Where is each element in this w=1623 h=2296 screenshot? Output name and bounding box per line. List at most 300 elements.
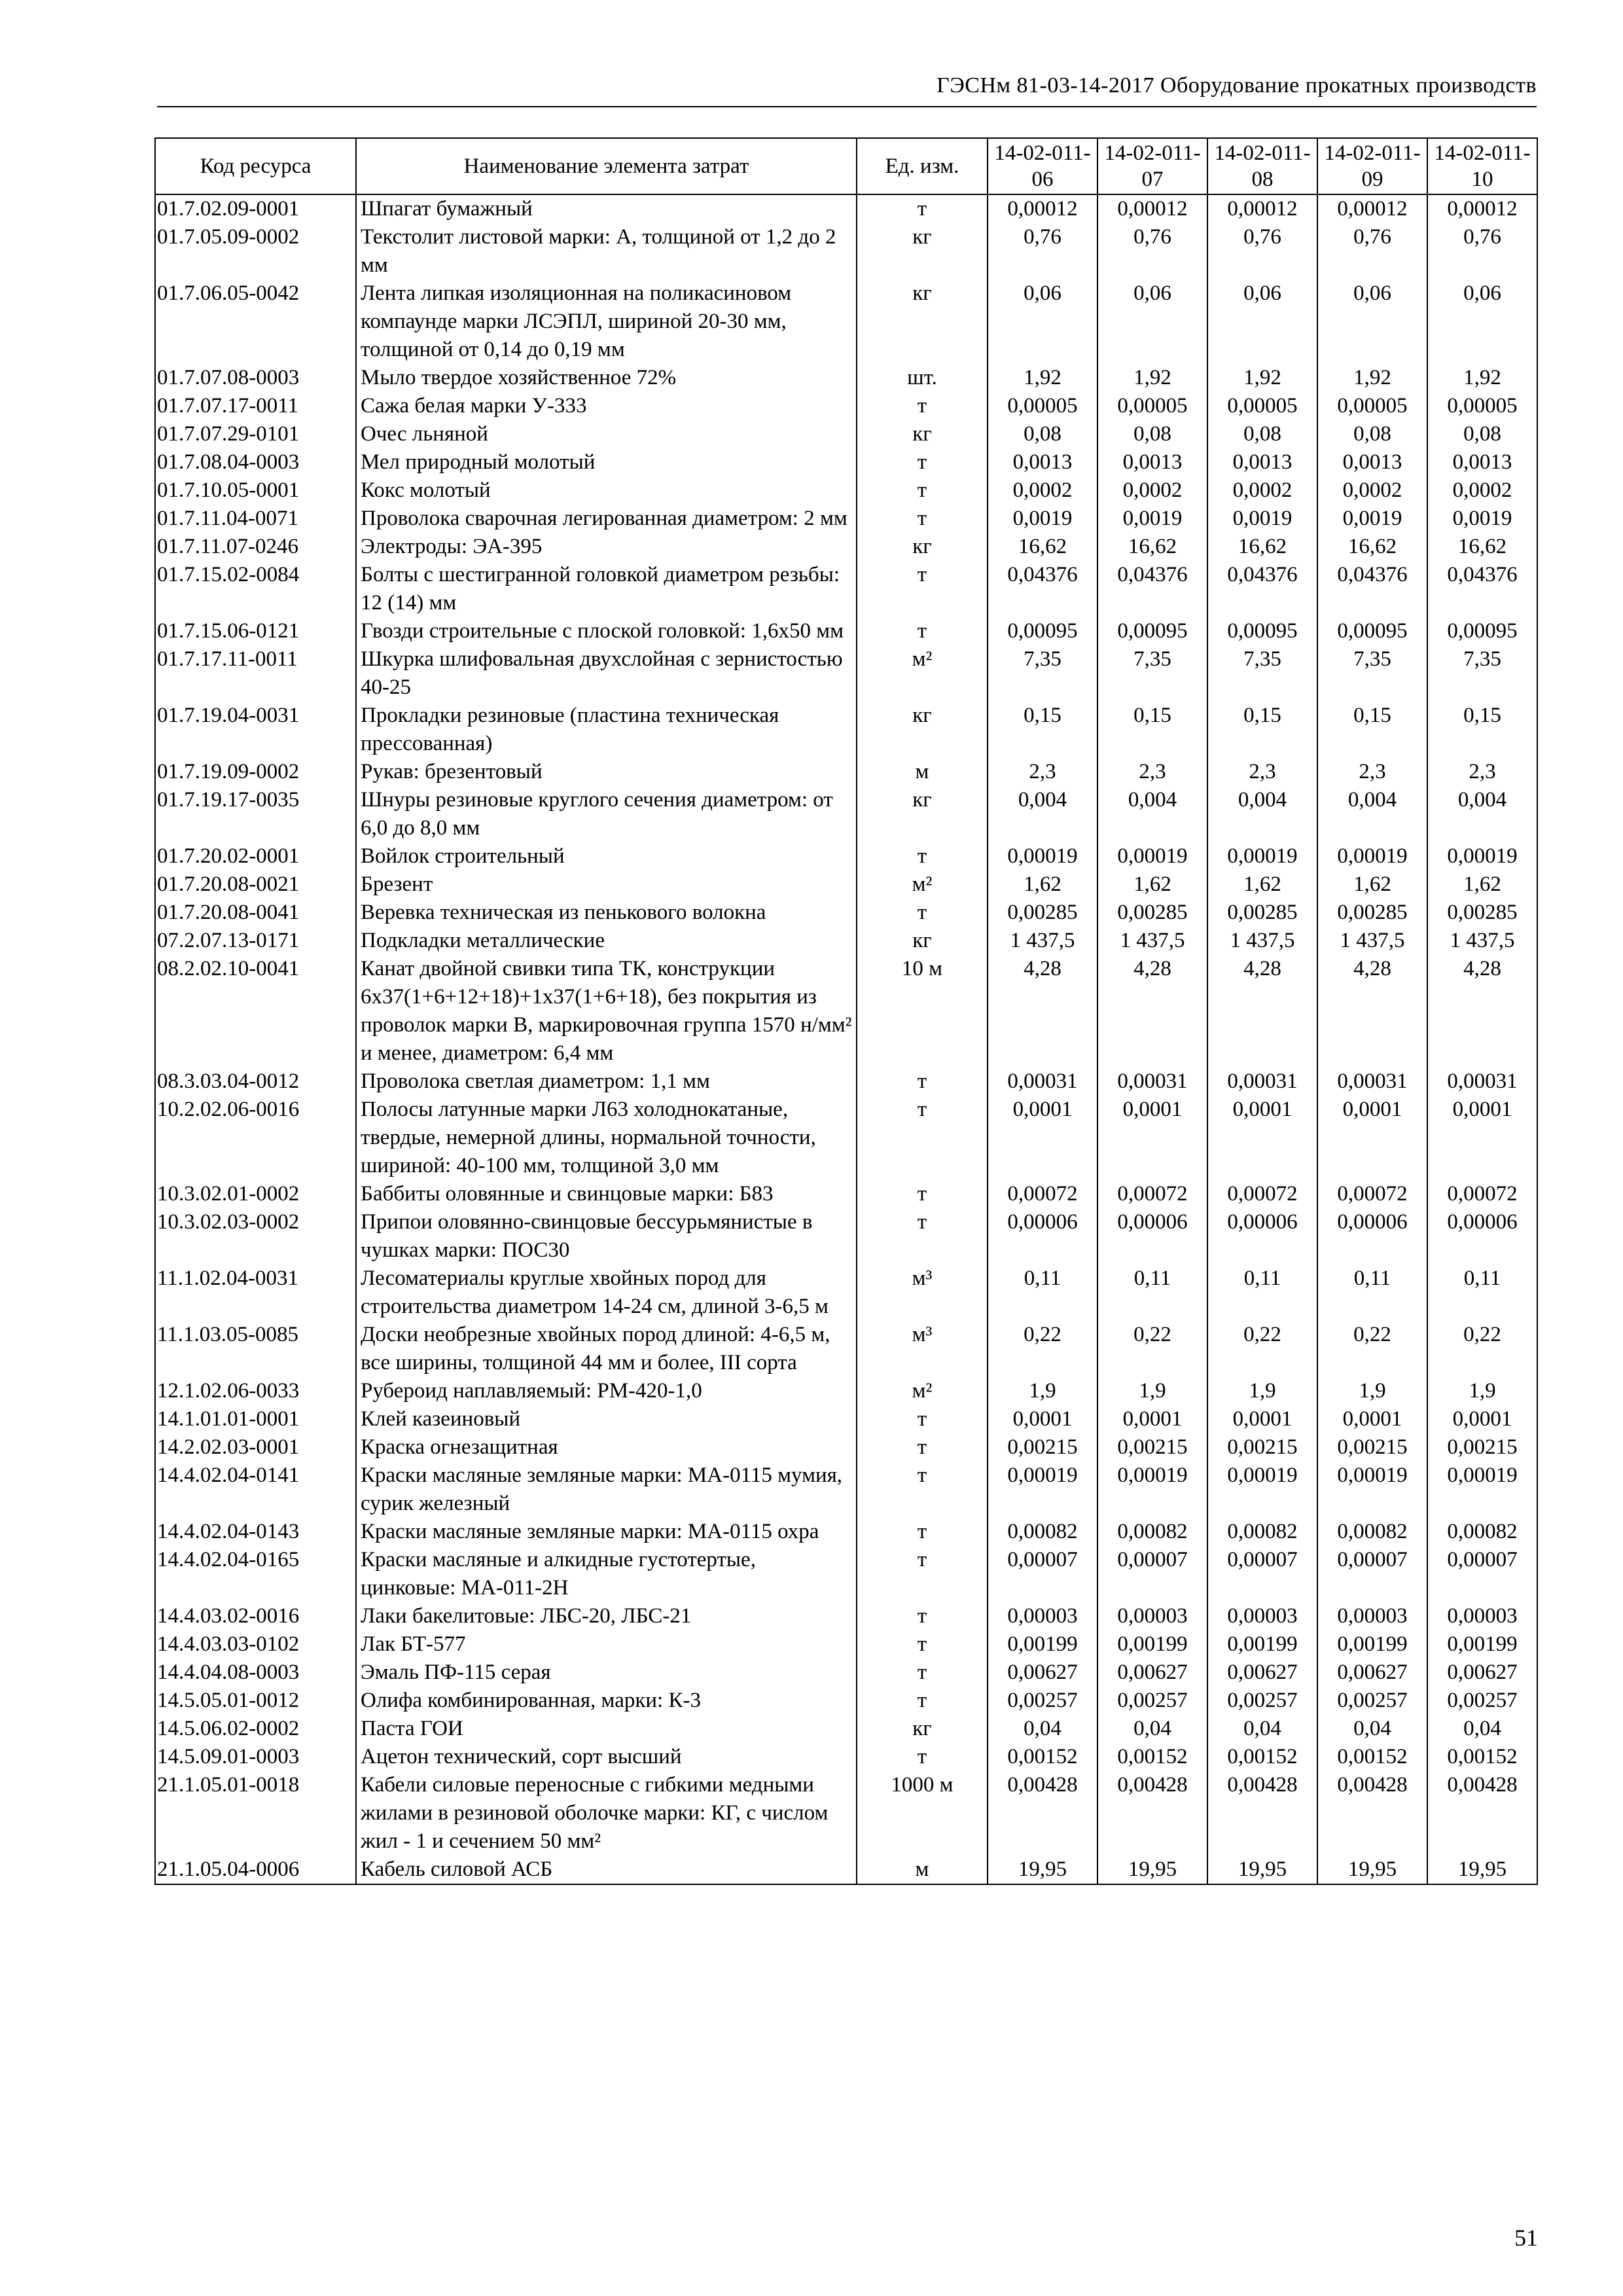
resource-value-2: 0,04376 xyxy=(1097,561,1207,617)
resource-unit: т xyxy=(857,448,988,476)
resource-name: Краски масляные и алкидные густотертые, цинковые: МА-011-2Н xyxy=(356,1546,857,1602)
resource-value-4: 0,00199 xyxy=(1317,1630,1427,1659)
resource-value-5: 0,00627 xyxy=(1427,1659,1537,1687)
resource-value-1: 0,0019 xyxy=(988,505,1097,533)
resource-value-5: 0,00006 xyxy=(1427,1208,1537,1265)
resource-value-3: 0,00627 xyxy=(1207,1659,1317,1687)
table-row xyxy=(155,533,1537,561)
resource-value-4: 0,00152 xyxy=(1317,1743,1427,1771)
resource-value-5: 1,9 xyxy=(1427,1377,1537,1405)
resource-code: 14.4.03.02-0016 xyxy=(155,1602,356,1630)
resource-value-2: 0,0013 xyxy=(1097,448,1207,476)
resource-value-3: 0,00199 xyxy=(1207,1630,1317,1659)
resource-name: Краски масляные земляные марки: МА-0115 мумия, сурик железный xyxy=(356,1462,857,1518)
resource-value-2: 0,15 xyxy=(1097,702,1207,758)
table-row xyxy=(155,1630,1537,1659)
table-row xyxy=(155,955,1537,1067)
resource-name: Доски необрезные хвойных пород длиной: 4-6,5 м, все ширины, толщиной 44 мм и более, III сорта xyxy=(356,1321,857,1377)
resource-name: Припои оловянно-свинцовые бессурьмянистые в чушках марки: ПОС30 xyxy=(356,1208,857,1265)
resource-value-3: 0,0002 xyxy=(1207,476,1317,505)
table-row xyxy=(155,1321,1537,1377)
resource-value-2: 0,22 xyxy=(1097,1321,1207,1377)
resource-value-2: 0,0002 xyxy=(1097,476,1207,505)
resource-unit: т xyxy=(857,899,988,927)
resource-code: 01.7.10.05-0001 xyxy=(155,476,356,505)
resource-name: Рукав: брезентовый xyxy=(356,758,857,786)
resource-value-1: 1,62 xyxy=(988,870,1097,899)
resource-value-2: 0,0019 xyxy=(1097,505,1207,533)
resource-unit: м³ xyxy=(857,1265,988,1321)
resource-code: 14.4.02.04-0141 xyxy=(155,1462,356,1518)
resource-code: 01.7.20.08-0041 xyxy=(155,899,356,927)
resource-value-4: 1,9 xyxy=(1317,1377,1427,1405)
resource-value-5: 0,0002 xyxy=(1427,476,1537,505)
resource-value-2: 0,0001 xyxy=(1097,1096,1207,1180)
resource-unit: кг xyxy=(857,223,988,279)
resource-value-1: 19,95 xyxy=(988,1856,1097,1884)
resource-value-5: 0,00257 xyxy=(1427,1687,1537,1715)
resource-value-2: 0,00005 xyxy=(1097,392,1207,420)
resource-value-5: 0,0001 xyxy=(1427,1405,1537,1433)
table-row xyxy=(155,702,1537,758)
resource-unit: т xyxy=(857,1659,988,1687)
resource-value-1: 0,00199 xyxy=(988,1630,1097,1659)
resource-value-4: 4,28 xyxy=(1317,955,1427,1067)
resource-value-4: 2,3 xyxy=(1317,758,1427,786)
resource-value-2: 0,00285 xyxy=(1097,899,1207,927)
resource-value-3: 0,15 xyxy=(1207,702,1317,758)
resource-value-4: 7,35 xyxy=(1317,645,1427,702)
resource-value-2: 16,62 xyxy=(1097,533,1207,561)
table-row xyxy=(155,448,1537,476)
resource-value-2: 1,62 xyxy=(1097,870,1207,899)
resource-value-4: 1,92 xyxy=(1317,364,1427,392)
resource-value-3: 0,00082 xyxy=(1207,1518,1317,1546)
resource-value-3: 0,00257 xyxy=(1207,1687,1317,1715)
resource-value-4: 0,04376 xyxy=(1317,561,1427,617)
resource-code: 14.4.02.04-0143 xyxy=(155,1518,356,1546)
resource-value-5: 0,00012 xyxy=(1427,194,1537,223)
resource-value-4: 0,00095 xyxy=(1317,617,1427,645)
resource-unit: кг xyxy=(857,420,988,448)
resource-value-4: 0,00007 xyxy=(1317,1546,1427,1602)
resource-unit: м² xyxy=(857,645,988,702)
resource-unit: т xyxy=(857,392,988,420)
resource-value-1: 0,0001 xyxy=(988,1405,1097,1433)
table-row xyxy=(155,1433,1537,1462)
resource-name: Лаки бакелитовые: ЛБС-20, ЛБС-21 xyxy=(356,1602,857,1630)
resource-name: Брезент xyxy=(356,870,857,899)
resource-value-2: 0,06 xyxy=(1097,279,1207,364)
resource-value-4: 0,15 xyxy=(1317,702,1427,758)
resource-code: 01.7.20.02-0001 xyxy=(155,842,356,870)
table-row xyxy=(155,561,1537,617)
resource-value-3: 0,00012 xyxy=(1207,194,1317,223)
resource-value-1: 0,06 xyxy=(988,279,1097,364)
resource-value-4: 0,76 xyxy=(1317,223,1427,279)
resource-code: 01.7.15.06-0121 xyxy=(155,617,356,645)
header-column-3: 14-02-011-08 xyxy=(1207,138,1317,194)
resource-value-1: 1,92 xyxy=(988,364,1097,392)
resource-unit: кг xyxy=(857,533,988,561)
resource-unit: т xyxy=(857,1687,988,1715)
resource-value-1: 4,28 xyxy=(988,955,1097,1067)
resource-value-2: 1,9 xyxy=(1097,1377,1207,1405)
resource-value-1: 0,00007 xyxy=(988,1546,1097,1602)
resource-value-3: 0,00072 xyxy=(1207,1180,1317,1208)
resource-value-3: 1,9 xyxy=(1207,1377,1317,1405)
resource-name: Краска огнезащитная xyxy=(356,1433,857,1462)
resource-value-1: 0,00285 xyxy=(988,899,1097,927)
resource-value-1: 0,15 xyxy=(988,702,1097,758)
resource-value-3: 0,00007 xyxy=(1207,1546,1317,1602)
resource-value-4: 1 437,5 xyxy=(1317,927,1427,955)
resource-code: 14.1.01.01-0001 xyxy=(155,1405,356,1433)
resource-value-5: 0,004 xyxy=(1427,786,1537,842)
table-row xyxy=(155,476,1537,505)
header-code: Код ресурса xyxy=(155,138,356,194)
resource-value-4: 0,0019 xyxy=(1317,505,1427,533)
resource-name: Полосы латунные марки Л63 холоднокатаные, твердые, немерной длины, нормальной точности, шириной: 40-100 мм, толщиной 3,0 мм xyxy=(356,1096,857,1180)
resource-code: 21.1.05.04-0006 xyxy=(155,1856,356,1884)
resource-value-5: 0,00285 xyxy=(1427,899,1537,927)
resource-value-4: 0,0001 xyxy=(1317,1096,1427,1180)
resource-code: 01.7.11.07-0246 xyxy=(155,533,356,561)
table-header-row xyxy=(155,138,1537,194)
resource-code: 12.1.02.06-0033 xyxy=(155,1377,356,1405)
resource-code: 11.1.02.04-0031 xyxy=(155,1265,356,1321)
table-row xyxy=(155,223,1537,279)
resource-unit: м xyxy=(857,758,988,786)
resource-value-1: 0,04 xyxy=(988,1715,1097,1743)
resource-name: Лак БТ-577 xyxy=(356,1630,857,1659)
resource-value-1: 0,00257 xyxy=(988,1687,1097,1715)
resource-name: Эмаль ПФ-115 серая xyxy=(356,1659,857,1687)
resource-value-5: 0,00019 xyxy=(1427,842,1537,870)
resource-value-3: 0,0019 xyxy=(1207,505,1317,533)
resource-value-5: 1 437,5 xyxy=(1427,927,1537,955)
resource-value-5: 0,00031 xyxy=(1427,1067,1537,1096)
resource-value-1: 0,00031 xyxy=(988,1067,1097,1096)
resource-value-3: 0,00285 xyxy=(1207,899,1317,927)
resource-value-4: 1,62 xyxy=(1317,870,1427,899)
resource-value-2: 0,00627 xyxy=(1097,1659,1207,1687)
resource-value-1: 0,0001 xyxy=(988,1096,1097,1180)
resource-value-3: 0,0001 xyxy=(1207,1405,1317,1433)
resource-value-1: 0,00215 xyxy=(988,1433,1097,1462)
table-row xyxy=(155,1096,1537,1180)
resource-value-3: 0,04376 xyxy=(1207,561,1317,617)
resource-value-4: 0,00006 xyxy=(1317,1208,1427,1265)
resource-value-1: 16,62 xyxy=(988,533,1097,561)
table-row xyxy=(155,786,1537,842)
resource-value-4: 0,11 xyxy=(1317,1265,1427,1321)
resource-code: 01.7.11.04-0071 xyxy=(155,505,356,533)
resource-name: Войлок строительный xyxy=(356,842,857,870)
resource-value-5: 1,62 xyxy=(1427,870,1537,899)
table-row xyxy=(155,1546,1537,1602)
resource-value-2: 0,00257 xyxy=(1097,1687,1207,1715)
resource-code: 01.7.06.05-0042 xyxy=(155,279,356,364)
resource-value-4: 0,00072 xyxy=(1317,1180,1427,1208)
resource-value-3: 0,22 xyxy=(1207,1321,1317,1377)
resource-value-1: 0,22 xyxy=(988,1321,1097,1377)
resource-value-1: 0,76 xyxy=(988,223,1097,279)
resource-value-2: 1,92 xyxy=(1097,364,1207,392)
resource-code: 01.7.02.09-0001 xyxy=(155,194,356,223)
resource-value-3: 0,00152 xyxy=(1207,1743,1317,1771)
resource-value-1: 0,00012 xyxy=(988,194,1097,223)
resource-value-2: 0,0001 xyxy=(1097,1405,1207,1433)
table-row xyxy=(155,1856,1537,1884)
resource-code: 21.1.05.01-0018 xyxy=(155,1771,356,1856)
resource-value-3: 0,0013 xyxy=(1207,448,1317,476)
resource-unit: т xyxy=(857,1405,988,1433)
resource-value-1: 0,0002 xyxy=(988,476,1097,505)
resource-unit: кг xyxy=(857,927,988,955)
resource-value-1: 0,04376 xyxy=(988,561,1097,617)
resource-value-5: 0,00152 xyxy=(1427,1743,1537,1771)
resource-value-1: 1,9 xyxy=(988,1377,1097,1405)
resource-value-1: 0,0013 xyxy=(988,448,1097,476)
resource-value-5: 7,35 xyxy=(1427,645,1537,702)
resource-unit: т xyxy=(857,1067,988,1096)
resource-name: Текстолит листовой марки: А, толщиной от 1,2 до 2 мм xyxy=(356,223,857,279)
resource-unit: т xyxy=(857,617,988,645)
resource-value-3: 0,00006 xyxy=(1207,1208,1317,1265)
resource-value-2: 0,00152 xyxy=(1097,1743,1207,1771)
resource-value-4: 0,00019 xyxy=(1317,1462,1427,1518)
document-header: ГЭСНм 81-03-14-2017 Оборудование прокатных производств xyxy=(936,73,1537,98)
resource-value-3: 2,3 xyxy=(1207,758,1317,786)
resource-value-3: 0,00005 xyxy=(1207,392,1317,420)
resource-value-5: 0,76 xyxy=(1427,223,1537,279)
resource-name: Краски масляные земляные марки: МА-0115 охра xyxy=(356,1518,857,1546)
resource-value-4: 0,00257 xyxy=(1317,1687,1427,1715)
resource-code: 01.7.17.11-0011 xyxy=(155,645,356,702)
resource-value-3: 19,95 xyxy=(1207,1856,1317,1884)
resource-unit: кг xyxy=(857,1715,988,1743)
resource-value-3: 0,06 xyxy=(1207,279,1317,364)
table-row xyxy=(155,420,1537,448)
resource-value-1: 0,00019 xyxy=(988,842,1097,870)
resource-unit: т xyxy=(857,1743,988,1771)
resource-value-3: 0,00003 xyxy=(1207,1602,1317,1630)
resource-value-4: 0,004 xyxy=(1317,786,1427,842)
resource-value-1: 0,00152 xyxy=(988,1743,1097,1771)
resource-value-2: 0,00007 xyxy=(1097,1546,1207,1602)
resource-value-5: 0,22 xyxy=(1427,1321,1537,1377)
resource-value-5: 0,06 xyxy=(1427,279,1537,364)
resource-value-1: 2,3 xyxy=(988,758,1097,786)
page-number: 51 xyxy=(1514,2225,1538,2251)
resource-value-4: 0,00012 xyxy=(1317,194,1427,223)
resource-name: Шкурка шлифовальная двухслойная с зернистостью 40-25 xyxy=(356,645,857,702)
resource-value-4: 0,0001 xyxy=(1317,1405,1427,1433)
header-unit: Ед. изм. xyxy=(857,138,988,194)
resource-value-2: 0,76 xyxy=(1097,223,1207,279)
table-row xyxy=(155,1518,1537,1546)
table-row xyxy=(155,899,1537,927)
resource-unit: т xyxy=(857,1462,988,1518)
resource-value-3: 4,28 xyxy=(1207,955,1317,1067)
resource-code: 07.2.07.13-0171 xyxy=(155,927,356,955)
resource-unit: кг xyxy=(857,279,988,364)
resource-value-1: 0,00003 xyxy=(988,1602,1097,1630)
resource-unit: т xyxy=(857,194,988,223)
resource-value-1: 0,11 xyxy=(988,1265,1097,1321)
resource-value-5: 0,0001 xyxy=(1427,1096,1537,1180)
resource-value-2: 1 437,5 xyxy=(1097,927,1207,955)
resource-unit: т xyxy=(857,1180,988,1208)
resource-unit: т xyxy=(857,1518,988,1546)
resource-code: 01.7.07.17-0011 xyxy=(155,392,356,420)
table-row xyxy=(155,1208,1537,1265)
resource-value-3: 0,00031 xyxy=(1207,1067,1317,1096)
table-row xyxy=(155,1771,1537,1856)
resource-value-5: 0,00005 xyxy=(1427,392,1537,420)
resource-unit: кг xyxy=(857,702,988,758)
resource-name: Проволока светлая диаметром: 1,1 мм xyxy=(356,1067,857,1096)
resource-name: Олифа комбинированная, марки: К-3 xyxy=(356,1687,857,1715)
resource-name: Электроды: ЭА-395 xyxy=(356,533,857,561)
resource-name: Очес льняной xyxy=(356,420,857,448)
resource-value-4: 0,00285 xyxy=(1317,899,1427,927)
resource-value-4: 0,00003 xyxy=(1317,1602,1427,1630)
resource-code: 01.7.07.08-0003 xyxy=(155,364,356,392)
resource-name: Кабели силовые переносные с гибкими медными жилами в резиновой оболочке марки: КГ, с числом жил - 1 и сечением 50 мм² xyxy=(356,1771,857,1856)
resource-name: Рубероид наплавляемый: РМ-420-1,0 xyxy=(356,1377,857,1405)
resource-value-5: 0,00082 xyxy=(1427,1518,1537,1546)
resource-value-3: 16,62 xyxy=(1207,533,1317,561)
resource-name: Ацетон технический, сорт высший xyxy=(356,1743,857,1771)
resource-name: Клей казеиновый xyxy=(356,1405,857,1433)
resource-value-5: 0,00428 xyxy=(1427,1771,1537,1856)
resource-value-3: 7,35 xyxy=(1207,645,1317,702)
resource-value-1: 0,00005 xyxy=(988,392,1097,420)
table-row xyxy=(155,1602,1537,1630)
resource-value-2: 2,3 xyxy=(1097,758,1207,786)
resource-value-2: 0,04 xyxy=(1097,1715,1207,1743)
resource-value-1: 0,00019 xyxy=(988,1462,1097,1518)
resource-unit: т xyxy=(857,1433,988,1462)
resource-value-5: 0,00095 xyxy=(1427,617,1537,645)
resource-value-5: 0,0013 xyxy=(1427,448,1537,476)
resource-value-4: 0,06 xyxy=(1317,279,1427,364)
table-body xyxy=(155,194,1537,1884)
resource-name: Гвозди строительные с плоской головкой: 1,6х50 мм xyxy=(356,617,857,645)
resource-value-3: 0,0001 xyxy=(1207,1096,1317,1180)
resource-value-4: 0,0013 xyxy=(1317,448,1427,476)
resource-value-5: 16,62 xyxy=(1427,533,1537,561)
resource-value-5: 1,92 xyxy=(1427,364,1537,392)
resource-name: Веревка техническая из пенькового волокна xyxy=(356,899,857,927)
resource-value-1: 0,00072 xyxy=(988,1180,1097,1208)
resource-value-3: 0,00019 xyxy=(1207,1462,1317,1518)
resource-name: Лесоматериалы круглые хвойных пород для строительства диаметром 14-24 см, длиной 3-6,5 м xyxy=(356,1265,857,1321)
resource-value-3: 0,00019 xyxy=(1207,842,1317,870)
resource-code: 14.4.02.04-0165 xyxy=(155,1546,356,1602)
resource-value-5: 0,00007 xyxy=(1427,1546,1537,1602)
table-row xyxy=(155,392,1537,420)
table-row xyxy=(155,1743,1537,1771)
resource-value-4: 0,00215 xyxy=(1317,1433,1427,1462)
table-row xyxy=(155,1687,1537,1715)
resource-value-3: 1,92 xyxy=(1207,364,1317,392)
table-row xyxy=(155,927,1537,955)
resource-unit: м² xyxy=(857,1377,988,1405)
table-row xyxy=(155,1462,1537,1518)
table-row xyxy=(155,1265,1537,1321)
resource-value-4: 0,04 xyxy=(1317,1715,1427,1743)
resource-value-3: 0,04 xyxy=(1207,1715,1317,1743)
table-row xyxy=(155,1377,1537,1405)
header-divider xyxy=(157,106,1537,107)
resource-value-3: 1,62 xyxy=(1207,870,1317,899)
resource-value-2: 0,00006 xyxy=(1097,1208,1207,1265)
resource-value-5: 19,95 xyxy=(1427,1856,1537,1884)
resource-value-2: 19,95 xyxy=(1097,1856,1207,1884)
resource-value-5: 0,08 xyxy=(1427,420,1537,448)
resource-value-4: 0,00428 xyxy=(1317,1771,1427,1856)
resource-code: 14.4.04.08-0003 xyxy=(155,1659,356,1687)
resource-value-2: 0,00019 xyxy=(1097,842,1207,870)
resource-value-5: 0,00199 xyxy=(1427,1630,1537,1659)
resource-value-2: 0,00215 xyxy=(1097,1433,1207,1462)
resource-name: Кокс молотый xyxy=(356,476,857,505)
resource-unit: т xyxy=(857,1096,988,1180)
resource-name: Болты с шестигранной головкой диаметром резьбы: 12 (14) мм xyxy=(356,561,857,617)
resource-value-4: 0,00082 xyxy=(1317,1518,1427,1546)
resource-name: Сажа белая марки У-333 xyxy=(356,392,857,420)
resource-unit: 1000 м xyxy=(857,1771,988,1856)
resource-value-5: 0,15 xyxy=(1427,702,1537,758)
resource-name: Паста ГОИ xyxy=(356,1715,857,1743)
resource-value-5: 0,00072 xyxy=(1427,1180,1537,1208)
table-row xyxy=(155,758,1537,786)
resource-name: Лента липкая изоляционная на поликасиновом компаунде марки ЛСЭПЛ, шириной 20-30 мм, толщиной от 0,14 до 0,19 мм xyxy=(356,279,857,364)
resource-value-1: 0,00006 xyxy=(988,1208,1097,1265)
resource-name: Кабель силовой АСБ xyxy=(356,1856,857,1884)
header-column-5: 14-02-011-10 xyxy=(1427,138,1537,194)
resource-value-3: 0,11 xyxy=(1207,1265,1317,1321)
resource-code: 08.2.02.10-0041 xyxy=(155,955,356,1067)
resource-value-3: 0,08 xyxy=(1207,420,1317,448)
table-row xyxy=(155,870,1537,899)
resource-code: 14.5.09.01-0003 xyxy=(155,1743,356,1771)
resource-value-4: 0,00005 xyxy=(1317,392,1427,420)
table-row xyxy=(155,1180,1537,1208)
resource-value-3: 0,004 xyxy=(1207,786,1317,842)
resource-value-2: 0,00095 xyxy=(1097,617,1207,645)
resource-code: 11.1.03.05-0085 xyxy=(155,1321,356,1377)
resource-value-2: 0,00072 xyxy=(1097,1180,1207,1208)
resource-value-5: 4,28 xyxy=(1427,955,1537,1067)
resource-value-3: 1 437,5 xyxy=(1207,927,1317,955)
resource-value-5: 0,00215 xyxy=(1427,1433,1537,1462)
resource-value-5: 0,11 xyxy=(1427,1265,1537,1321)
table-row xyxy=(155,279,1537,364)
resource-name: Прокладки резиновые (пластина техническая прессованная) xyxy=(356,702,857,758)
resource-value-4: 0,0002 xyxy=(1317,476,1427,505)
table-row xyxy=(155,1715,1537,1743)
resource-value-5: 0,0019 xyxy=(1427,505,1537,533)
header-column-1: 14-02-011-06 xyxy=(988,138,1097,194)
table-row xyxy=(155,617,1537,645)
resource-code: 14.2.02.03-0001 xyxy=(155,1433,356,1462)
resource-code: 01.7.19.09-0002 xyxy=(155,758,356,786)
resource-value-3: 0,76 xyxy=(1207,223,1317,279)
